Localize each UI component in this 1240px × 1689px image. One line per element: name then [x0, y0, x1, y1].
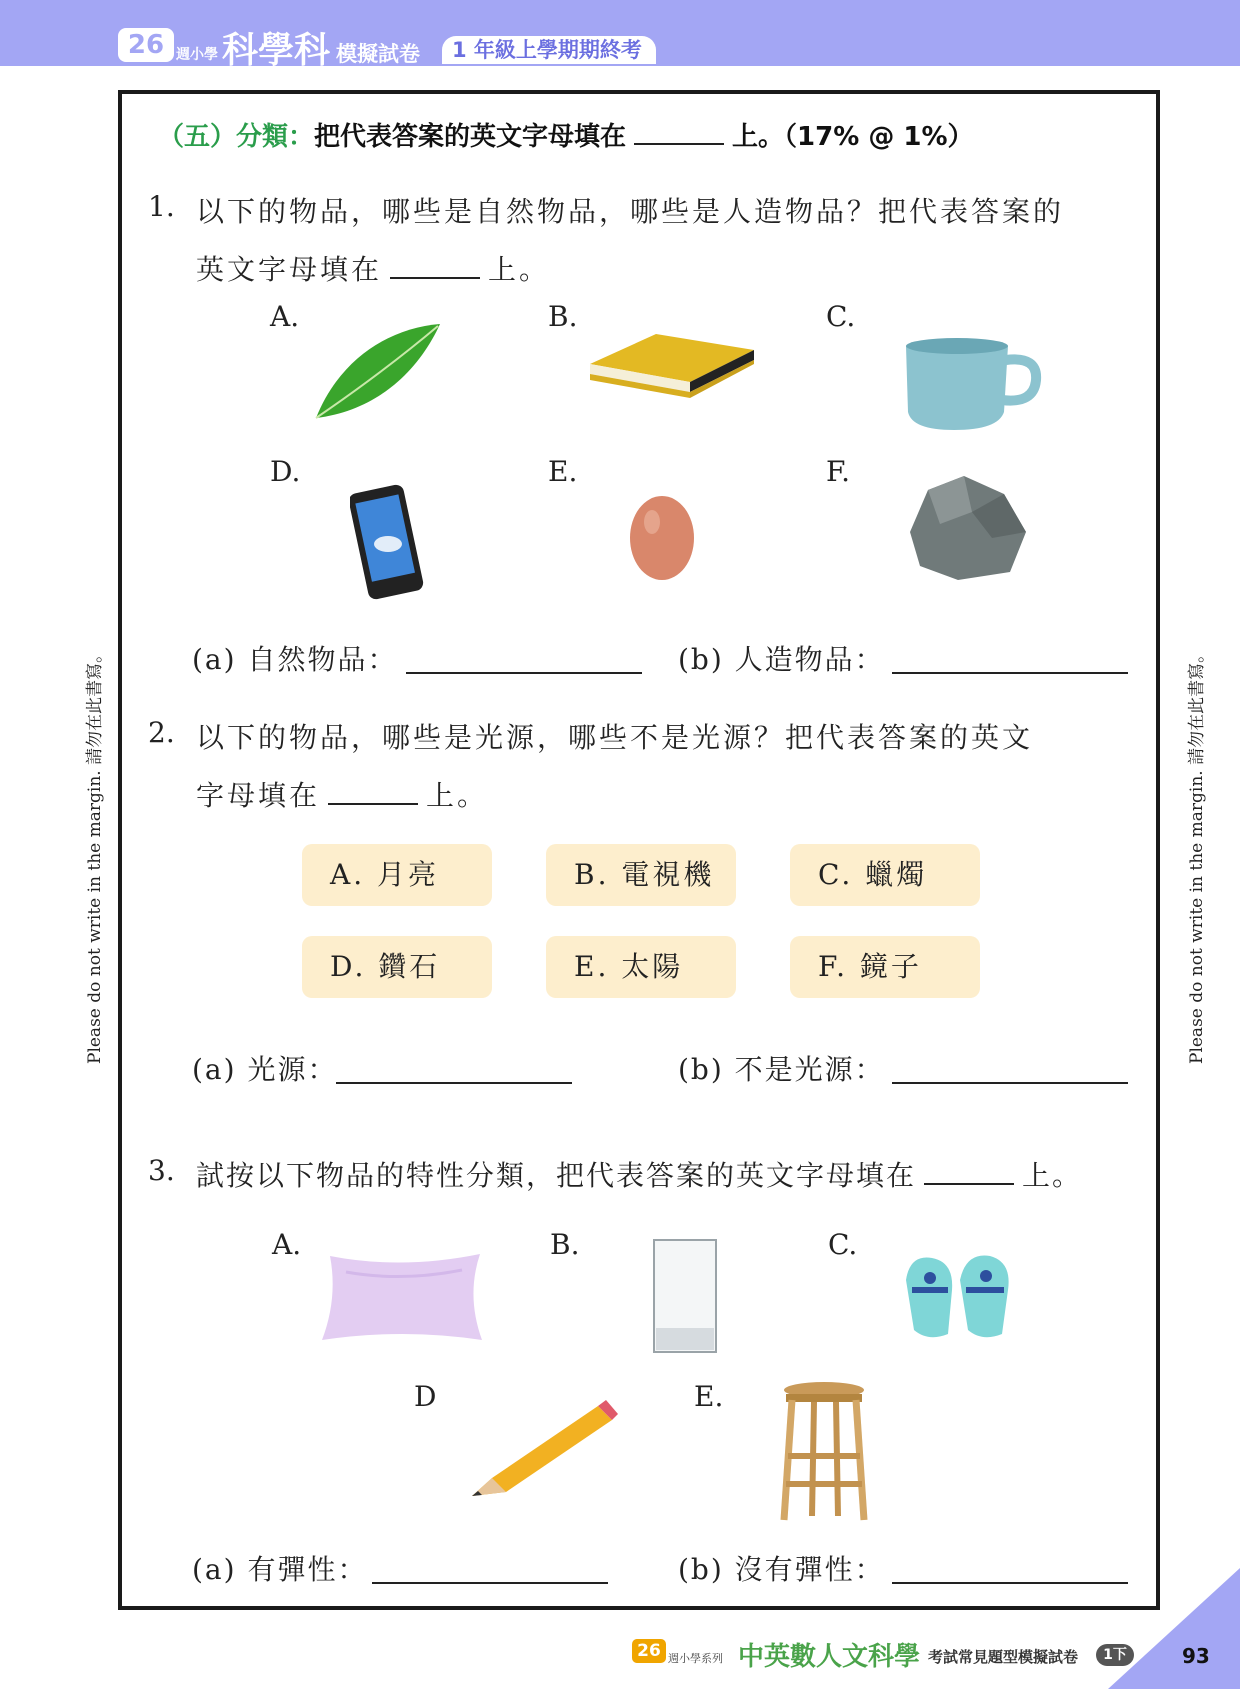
mug-icon: [898, 334, 1044, 434]
footer-book-title: 考試常見題型模擬試卷: [928, 1648, 1079, 1666]
q1-option-e-label: E.: [548, 455, 578, 488]
section-title: [158, 116, 974, 153]
q3-option-b-label: B.: [550, 1228, 580, 1261]
q1-text-line2-start: 英文字母填在: [196, 253, 383, 286]
q2-chip-d: D. 鑽石: [302, 936, 492, 998]
q2-chip-b: B. 電視機: [546, 844, 736, 906]
stool-icon: [780, 1380, 868, 1522]
header-series: 週小學: [176, 47, 218, 63]
q2-number: 2.: [148, 716, 175, 749]
blank-line: [390, 255, 480, 279]
q1-option-f-label: F.: [826, 455, 850, 488]
header-exam-type: 模擬試卷: [336, 42, 420, 66]
smartphone-icon: [350, 484, 430, 604]
footer-logo: 26: [632, 1639, 666, 1663]
q2-answer-a-label: (a) 光源：: [192, 1053, 338, 1086]
pencil-icon: [466, 1396, 620, 1500]
margin-note-left: Please do not write in the margin. 請勿在此書寫。: [85, 645, 105, 1064]
glass-icon: [650, 1236, 720, 1362]
q2-text-line2-start: 字母填在: [196, 779, 321, 812]
q2-chip-a: A. 月亮: [302, 844, 492, 906]
q3-answer-b-line[interactable]: [892, 1582, 1128, 1584]
q2-answer-a-line[interactable]: [336, 1082, 572, 1084]
leaf-icon: [310, 318, 446, 424]
q1-answer-b-label: (b) 人造物品：: [678, 643, 885, 676]
header-logo: 26: [118, 28, 174, 62]
q1-option-b-label: B.: [548, 300, 578, 333]
q2-answer-b-label: (b) 不是光源：: [678, 1053, 885, 1086]
q3-number: 3.: [148, 1154, 175, 1187]
section-score: 上。（17% @ 1%）: [732, 122, 974, 152]
egg-icon: [626, 490, 698, 582]
mittens-icon: [898, 1250, 1016, 1342]
section-number: （五）: [158, 122, 237, 152]
q1-answer-a-line[interactable]: [406, 672, 642, 674]
footer-grade-badge: 1下: [1096, 1644, 1134, 1666]
q3-answer-b-label: (b) 沒有彈性：: [678, 1553, 885, 1586]
q2-chip-e: E. 太陽: [546, 936, 736, 998]
corner-triangle: [1108, 1568, 1240, 1689]
section-instruction: 把代表答案的英文字母填在: [314, 122, 627, 152]
pillow-icon: [316, 1246, 488, 1348]
blank-line: [328, 781, 418, 805]
q1-option-a-label: A.: [270, 300, 300, 333]
q1-answer-b-line[interactable]: [892, 672, 1128, 674]
q1-text-line2-end: 上。: [488, 253, 551, 286]
book-icon: [586, 330, 756, 414]
footer-series: 週小學系列: [668, 1652, 723, 1665]
q1-text-line1: 以下的物品，哪些是自然物品，哪些是人造物品？把代表答案的: [196, 195, 1065, 228]
blank-line: [924, 1161, 1014, 1185]
q2-chip-f: F. 鏡子: [790, 936, 980, 998]
q3-answer-a-line[interactable]: [372, 1582, 608, 1584]
rock-icon: [902, 472, 1030, 584]
q3-option-c-label: C.: [828, 1228, 858, 1261]
q3-option-e-label: E.: [694, 1380, 724, 1413]
section-name: 分類：: [236, 122, 315, 152]
q3-text-start: 試按以下物品的特性分類，把代表答案的英文字母填在: [196, 1159, 917, 1192]
q1-answer-a-label: (a) 自然物品：: [192, 643, 398, 676]
q1-option-d-label: D.: [270, 455, 301, 488]
blank-line: [634, 121, 724, 145]
q2-text-line2: [196, 774, 488, 814]
q1-number: 1.: [148, 190, 175, 223]
margin-note-right: Please do not write in the margin. 請勿在此書寫。: [1187, 645, 1207, 1064]
q3-answer-a-label: (a) 有彈性：: [192, 1553, 368, 1586]
q1-option-c-label: C.: [826, 300, 856, 333]
q3-text-end: 上。: [1022, 1159, 1083, 1192]
q3-option-a-label: A.: [272, 1228, 302, 1261]
header-subject: 科學科: [222, 30, 331, 71]
q2-text-line2-end: 上。: [426, 779, 489, 812]
q2-chip-c: C. 蠟燭: [790, 844, 980, 906]
page-number: 93: [1182, 1644, 1210, 1668]
q1-text-line2: [196, 248, 550, 288]
q3-option-d-label: D: [414, 1380, 437, 1413]
q2-answer-b-line[interactable]: [892, 1082, 1128, 1084]
header-grade-tag: 1 年級上學期期終考: [442, 36, 656, 64]
footer-subjects: 中英數人文科學: [738, 1642, 921, 1672]
q2-text-line1: 以下的物品，哪些是光源，哪些不是光源？把代表答案的英文: [196, 721, 1034, 754]
q3-text: [196, 1154, 1082, 1194]
